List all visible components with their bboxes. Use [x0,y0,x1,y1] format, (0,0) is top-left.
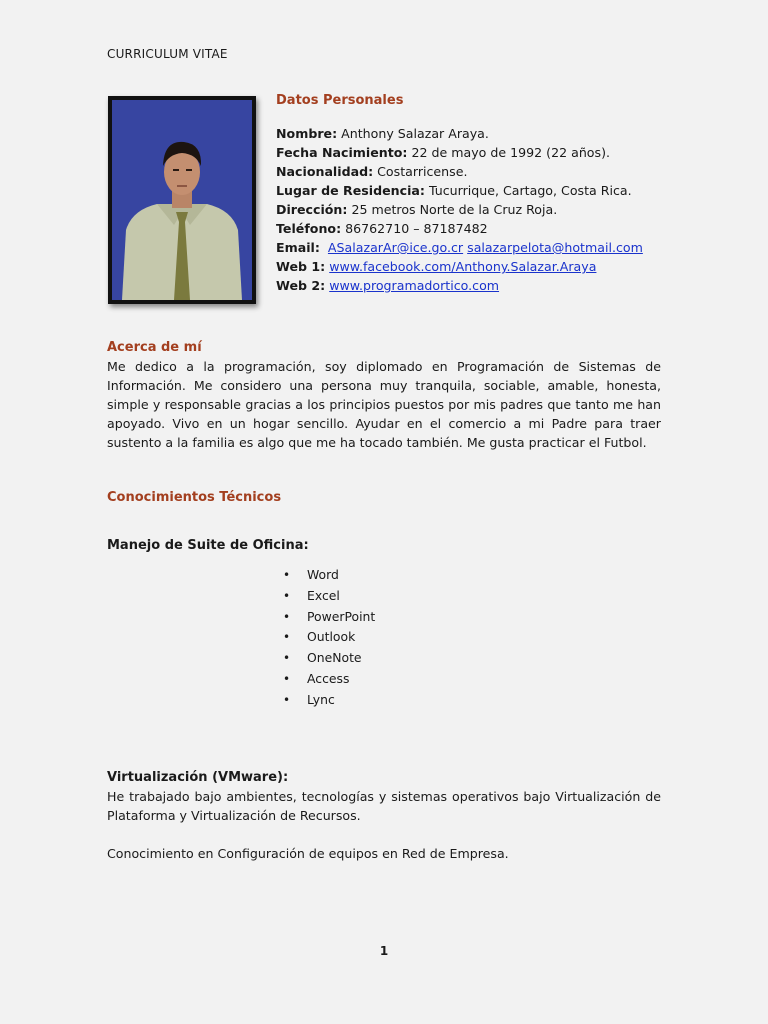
web2-label: Web 2: [276,278,326,293]
list-item-label: Word [307,567,339,582]
birth-date-line [276,143,696,162]
profile-photo-illustration [112,100,252,300]
birth-date-value: 22 de mayo de 1992 (22 años). [407,145,610,160]
nationality-label: Nacionalidad: [276,164,374,179]
phone-value: 86762710 – 87187482 [341,221,488,236]
about-section [107,338,661,452]
bullet-icon: • [283,588,291,603]
list-item [283,565,375,586]
web1-label: Web 1: [276,259,326,274]
list-item [283,586,375,607]
email-label: Email: [276,240,320,255]
residence-label: Lugar de Residencia: [276,183,425,198]
facebook-link[interactable]: www.facebook.com/Anthony.Salazar.Araya [329,259,597,274]
residence-value: Tucurrique, Cartago, Costa Rica. [424,183,632,198]
bullet-icon: • [283,692,291,707]
personal-data-section [276,93,696,295]
email-link-work[interactable]: ASalazarAr@ice.go.cr [327,240,464,255]
document-title: CURRICULUM VITAE [107,47,228,61]
address-value: 25 metros Norte de la Cruz Roja. [347,202,558,217]
email-line [276,238,696,257]
virtualization-section [107,768,661,825]
birth-date-label: Fecha Nacimiento: [276,145,408,160]
name-line [276,124,696,143]
virtualization-paragraph: He trabajado bajo ambientes, tecnologías y sistemas operativos bajo Virtualización de Plataforma y Virtualización de Recursos. [107,789,661,823]
bullet-icon: • [283,609,291,624]
list-item [283,607,375,628]
address-label: Dirección: [276,202,348,217]
web2-line [276,276,696,295]
web1-line [276,257,696,276]
list-item-label: Access [307,670,350,686]
list-item-label: Excel [307,587,340,603]
network-config-line: Conocimiento en Configuración de equipos en Red de Empresa. [107,846,509,861]
list-item [283,690,375,711]
name-value: Anthony Salazar Araya. [337,126,489,141]
phone-line [276,219,696,238]
residence-line [276,181,696,200]
list-item-label: Outlook [307,629,356,645]
list-item [283,648,375,669]
bullet-icon: • [283,671,291,686]
bullet-icon: • [283,630,291,645]
nationality-value: Costarricense. [373,164,468,179]
list-item-label: OneNote [307,650,362,666]
personal-data-heading: Datos Personales [276,93,404,108]
website-link[interactable]: www.programadortico.com [329,278,500,293]
virtualization-heading: Virtualización (VMware): [107,770,289,785]
about-paragraph: Me dedico a la programación, soy diplomado en Programación de Sistemas de Información. Me considero una persona muy tranquila, sociable, amable, honesta, simple y responsable gracias a los principios puestos por mis padres que tanto me han apoyado. Vivo en un hogar sencillo. Ayudar en el comercio a mi Padre para traer sustento a la familia es algo que me ha tocado también. Me gusta practicar el Futbol. [107,359,661,450]
phone-label: Teléfono: [276,221,342,236]
list-item [283,669,375,690]
address-line [276,200,696,219]
list-item-label: PowerPoint [307,608,376,624]
about-heading: Acerca de mí [107,340,202,355]
profile-photo [108,96,256,304]
nationality-line [276,162,696,181]
page-number: 1 [379,944,389,958]
email-link-personal[interactable]: salazarpelota@hotmail.com [467,240,643,255]
bullet-icon: • [283,568,291,582]
office-suite-list [283,565,375,711]
bullet-icon: • [283,651,291,666]
name-label: Nombre: [276,126,338,141]
technical-knowledge-heading: Conocimientos Técnicos [107,490,282,505]
list-item [283,627,375,648]
office-suite-heading: Manejo de Suite de Oficina: [107,538,309,553]
list-item-label: Lync [307,691,335,707]
